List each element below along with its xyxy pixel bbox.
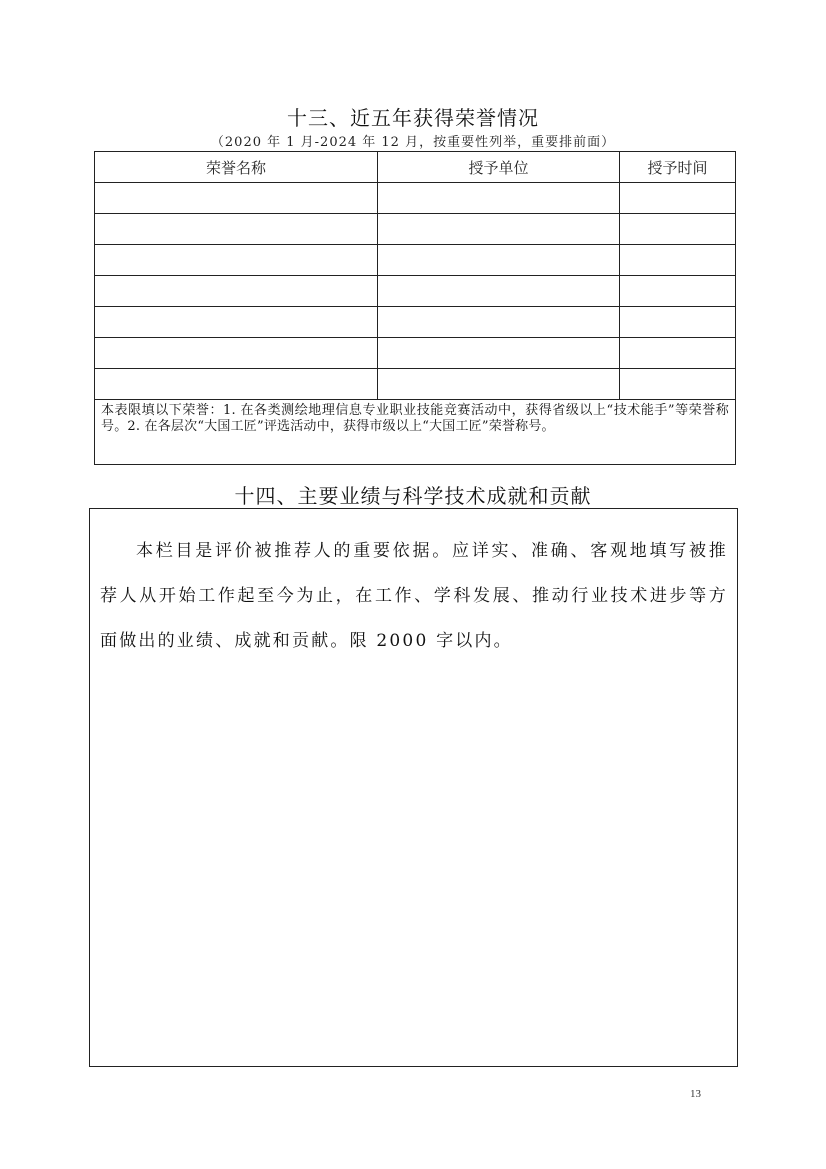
honors-table-note: 本表限填以下荣誉：1. 在各类测绘地理信息专业职业技能竞赛活动中，获得省级以上“技术能手”等荣誉称号。2. 在各层次“大国工匠”评选活动中，获得市级以上“大国工匠”荣誉称号。 (95, 400, 736, 465)
table-row (95, 214, 736, 245)
section-13-title: 十三、近五年获得荣誉情况 (287, 106, 539, 130)
grant-date-cell[interactable] (620, 338, 736, 369)
table-row (95, 307, 736, 338)
honor-name-cell[interactable] (95, 183, 378, 214)
grant-date-cell[interactable] (620, 276, 736, 307)
honor-name-cell[interactable] (95, 307, 378, 338)
grant-date-cell[interactable] (620, 183, 736, 214)
granting-unit-cell[interactable] (378, 338, 620, 369)
table-note-row (95, 400, 736, 465)
grant-date-cell[interactable] (620, 214, 736, 245)
header-grant-date: 授予时间 (620, 152, 736, 183)
grant-date-cell[interactable] (620, 369, 736, 400)
grant-date-cell[interactable] (620, 245, 736, 276)
granting-unit-cell[interactable] (378, 307, 620, 338)
header-honor-name: 荣誉名称 (95, 152, 378, 183)
granting-unit-cell[interactable] (378, 245, 620, 276)
achievements-text-area[interactable] (89, 508, 738, 1067)
page-number: 13 (690, 1088, 701, 1100)
honors-table (94, 151, 736, 465)
granting-unit-cell[interactable] (378, 183, 620, 214)
table-row (95, 276, 736, 307)
honor-name-cell[interactable] (95, 276, 378, 307)
grant-date-cell[interactable] (620, 307, 736, 338)
header-granting-unit: 授予单位 (378, 152, 620, 183)
section-13-subtitle: （2020 年 1 月-2024 年 12 月，按重要性列举，重要排前面） (210, 135, 616, 150)
granting-unit-cell[interactable] (378, 276, 620, 307)
table-row (95, 369, 736, 400)
honor-name-cell[interactable] (95, 369, 378, 400)
achievements-instructions: 本栏目是评价被推荐人的重要依据。应详实、准确、客观地填写被推荐人从开始工作起至今为止，在工作、学科发展、推动行业技术进步等方面做出的业绩、成就和贡献。限 2000 字以内。 (100, 541, 728, 651)
honor-name-cell[interactable] (95, 338, 378, 369)
honor-name-cell[interactable] (95, 214, 378, 245)
honor-name-cell[interactable] (95, 245, 378, 276)
granting-unit-cell[interactable] (378, 369, 620, 400)
table-row (95, 338, 736, 369)
section-14-title: 十四、主要业绩与科学技术成就和贡献 (234, 484, 592, 508)
granting-unit-cell[interactable] (378, 214, 620, 245)
table-row (95, 245, 736, 276)
table-row (95, 183, 736, 214)
honors-table-header-row (95, 152, 736, 183)
